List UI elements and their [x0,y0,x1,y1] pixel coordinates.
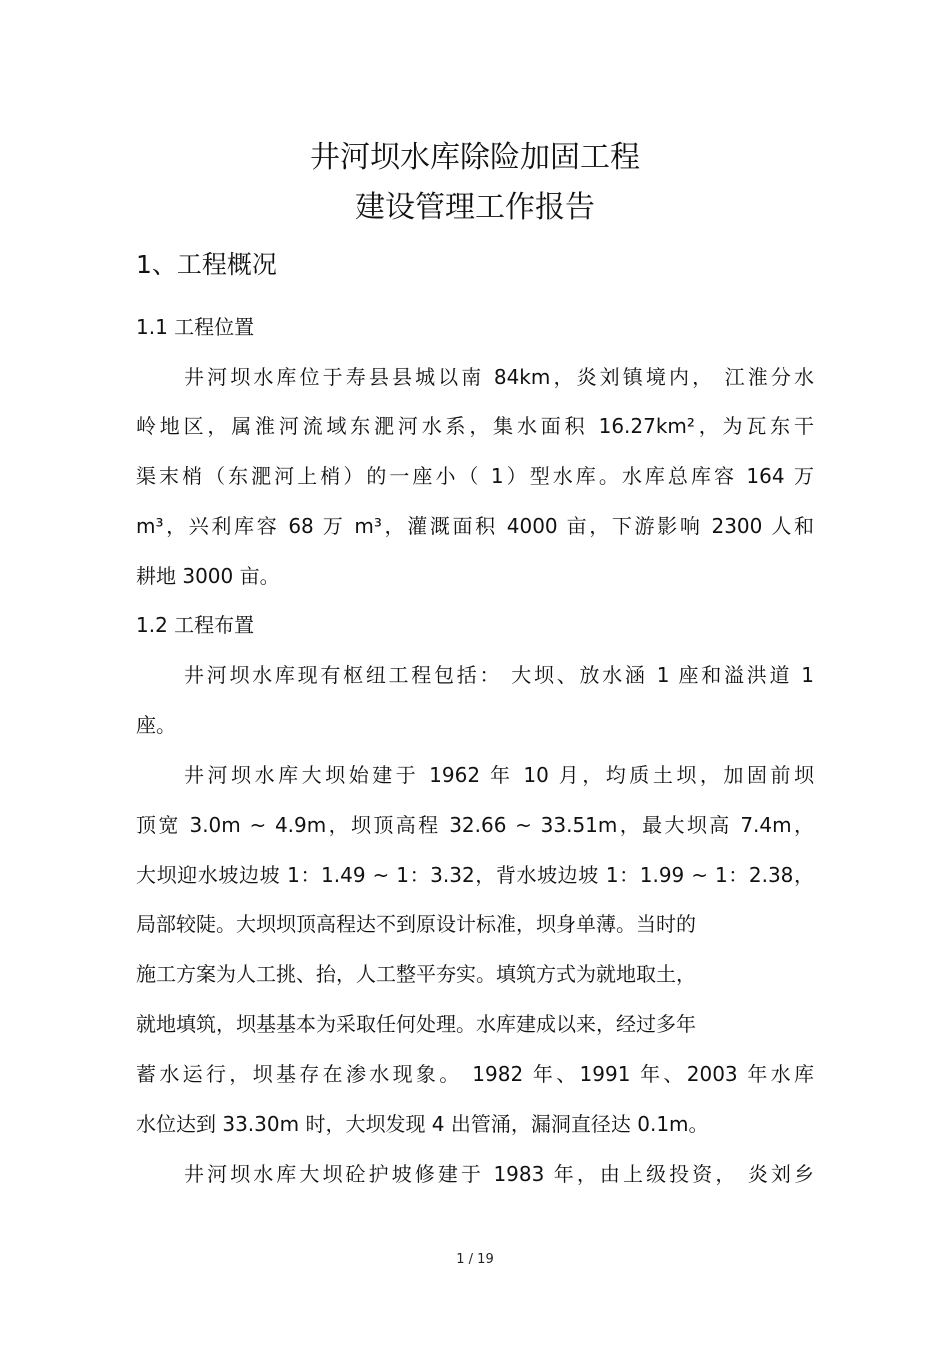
paragraph-line: 渠末梢（东淝河上梢）的一座小（ 1）型水库。水库总库容 164 万 [136,464,814,488]
paragraph-line: 井河坝水库大坝始建于 1962 年 10 月，均质土坝，加固前坝 [184,763,814,787]
page-number: 1 / 19 [456,1252,494,1267]
paragraph-line: 施工方案为人工挑、抬，人工整平夯实。填筑方式为就地取土， [136,962,696,986]
paragraph-line: 井河坝水库现有枢纽工程包括： 大坝、放水涵 1 座和溢洪道 1 [184,663,814,687]
paragraph-line: 井河坝水库大坝砼护坡修建于 1983 年，由上级投资， 炎刘乡 [184,1162,814,1186]
section-heading-overview: 1、工程概况 [136,250,277,279]
paragraph-line: 顶宽 3.0m ~ 4.9m，坝顶高程 32.66 ~ 33.51m，最大坝高 7.4m， [136,813,814,837]
paragraph-line: 蓄水运行，坝基存在渗水现象。 1982 年、1991 年、2003 年水库 [136,1062,814,1086]
paragraph-line: 耕地 3000 亩。 [136,564,280,588]
paragraph-line: m³，兴利库容 68 万 m³，灌溉面积 4000 亩，下游影响 2300 人和 [136,514,814,538]
document-title-line-1: 井河坝水库除险加固工程 [310,140,640,175]
paragraph-line: 井河坝水库位于寿县县城以南 84km，炎刘镇境内， 江淮分水 [184,365,814,389]
paragraph-line: 就地填筑，坝基基本为采取任何处理。水库建成以来，经过多年 [136,1012,696,1036]
paragraph-line: 大坝迎水坡边坡 1：1.49 ~ 1：3.32，背水坡边坡 1：1.99 ~ 1：2.38， [136,863,814,887]
paragraph-line: 岭地区，属淮河流域东淝河水系，集水面积 16.27km²，为瓦东干 [136,414,814,438]
paragraph-line: 水位达到 33.30m 时，大坝发现 4 出管涌，漏洞直径达 0.1m。 [136,1112,709,1136]
paragraph-line: 座。 [136,713,176,737]
subsection-heading-location: 1.1 工程位置 [136,315,255,339]
document-title-line-2: 建设管理工作报告 [355,190,595,225]
paragraph-line: 局部较陡。大坝坝顶高程达不到原设计标准，坝身单薄。当时的 [136,912,696,936]
subsection-heading-layout: 1.2 工程布置 [136,613,255,637]
